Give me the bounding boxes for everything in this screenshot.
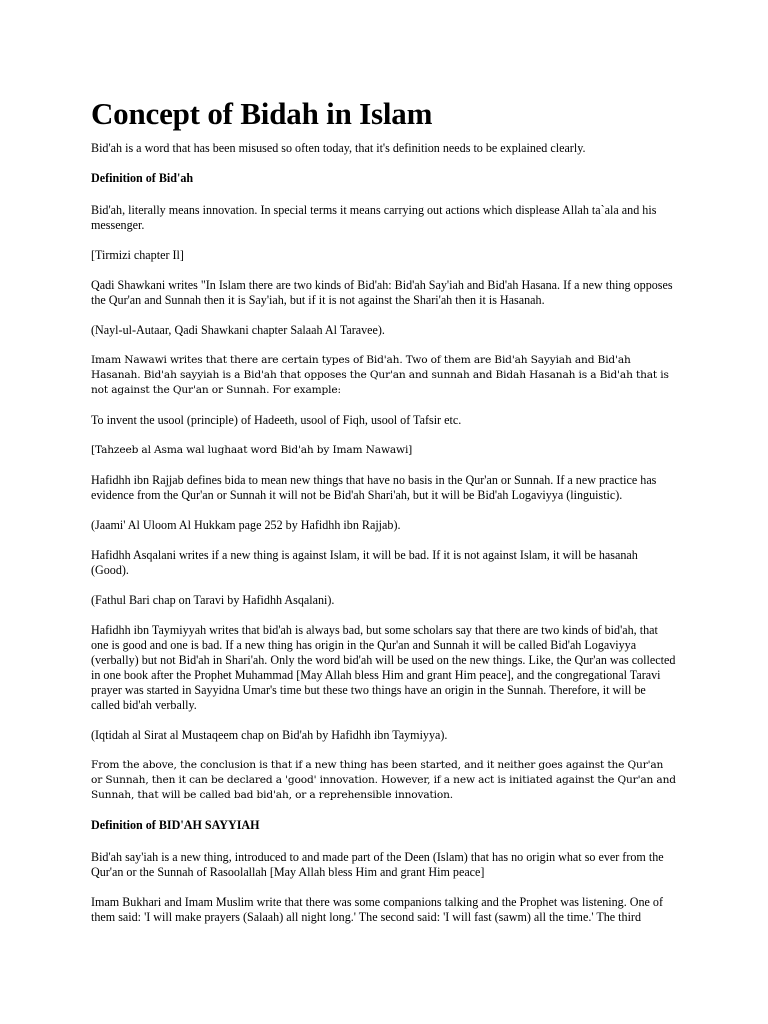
section-heading-definition: Definition of Bid'ah — [91, 171, 194, 185]
citation: (Jaami' Al Uloom Al Hukkam page 252 by Hafidhh ibn Rajjab). — [91, 518, 401, 532]
body-paragraph: Hafidhh ibn Taymiyyah writes that bid'ah is always bad, but some scholars say that there are two kinds of bid'ah, that one is good and one is bad. If a new thing has origin in the Qur'an and Sunnah it will be called Bid'ah Logaviyya (verbally) but not Bid'ah in Shari'ah. Only the word bid'ah will be used on the new things. Like, the Qur'an was collected in one book after the Prophet Muhammad [May Allah bless Him and grant Him peace], and the congregational Taravi prayer was started in Sayyidna Umar's time but these two things have an origin in the Sunnah. Therefore, it will be called bid'ah verbally. — [91, 623, 676, 712]
document-title: Concept of Bidah in Islam — [91, 96, 433, 131]
body-paragraph: To invent the usool (principle) of Hadeeth, usool of Fiqh, usool of Tafsir etc. — [91, 413, 462, 427]
body-paragraph: Hafidhh Asqalani writes if a new thing is against Islam, it will be bad. If it is not against Islam, it will be hasanah (Good). — [91, 548, 638, 577]
body-paragraph: Bid'ah, literally means innovation. In special terms it means carrying out actions which displease Allah ta`ala and his messenger. — [91, 203, 657, 232]
body-paragraph: Imam Bukhari and Imam Muslim write that there was some companions talking and the Prophet was listening. One of them said: 'I will make prayers (Salaah) all night long.' The second said: 'I will fast (sawm) all the time.' The third — [91, 895, 663, 924]
body-paragraph: Bid'ah say'iah is a new thing, introduced to and made part of the Deen (Islam) that has no origin what so ever from the Qur'an or the Sunnah of Rasoolallah [May Allah bless Him and grant Him peace] — [91, 850, 664, 879]
section-heading-bidah-sayyiah: Definition of BID'AH SAYYIAH — [91, 818, 260, 832]
citation: (Fathul Bari chap on Taravi by Hafidhh Asqalani). — [91, 593, 335, 607]
body-paragraph: Hafidhh ibn Rajjab defines bida to mean new things that have no basis in the Qur'an or Sunnah. If a new practice has evidence from the Qur'an or Sunnah it will not be Bid'ah Shari'ah, but it will be Bid'ah Logaviyya (linguistic). — [91, 473, 657, 502]
body-paragraph: Imam Nawawi writes that there are certain types of Bid'ah. Two of them are Bid'ah Sayyiah and Bid'ah Hasanah. Bid'ah sayyiah is a Bid'ah that opposes the Qur'an and sunnah and Bidah Hasanah is a Bid'ah that is not against the Qur'an or Sunnah. For example: — [91, 354, 669, 396]
conclusion-paragraph: From the above, the conclusion is that if a new thing has been started, and it neither goes against the Qur'an or Sunnah, then it can be declared a 'good' innovation. However, if a new act is initiated against the Qur'an and Sunnah, that will be called bad bid'ah, or a reprehensible innovation. — [91, 759, 676, 801]
citation: [Tirmizi chapter Il] — [91, 248, 184, 262]
citation: (Iqtidah al Sirat al Mustaqeem chap on Bid'ah by Hafidhh ibn Taymiyya). — [91, 728, 448, 742]
body-paragraph: Qadi Shawkani writes "In Islam there are two kinds of Bid'ah: Bid'ah Say'iah and Bid'ah Hasana. If a new thing opposes the Qur'an and Sunnah then it is Say'iah, but if it is not against the Shari'ah then it is Hasanah. — [91, 278, 673, 307]
citation: [Tahzeeb al Asma wal lughaat word Bid'ah by Imam Nawawi] — [91, 444, 413, 456]
intro-paragraph: Bid'ah is a word that has been misused so often today, that it's definition needs to be explained clearly. — [91, 141, 586, 155]
citation: (Nayl-ul-Autaar, Qadi Shawkani chapter Salaah Al Taravee). — [91, 323, 385, 337]
document-page — [91, 96, 676, 940]
